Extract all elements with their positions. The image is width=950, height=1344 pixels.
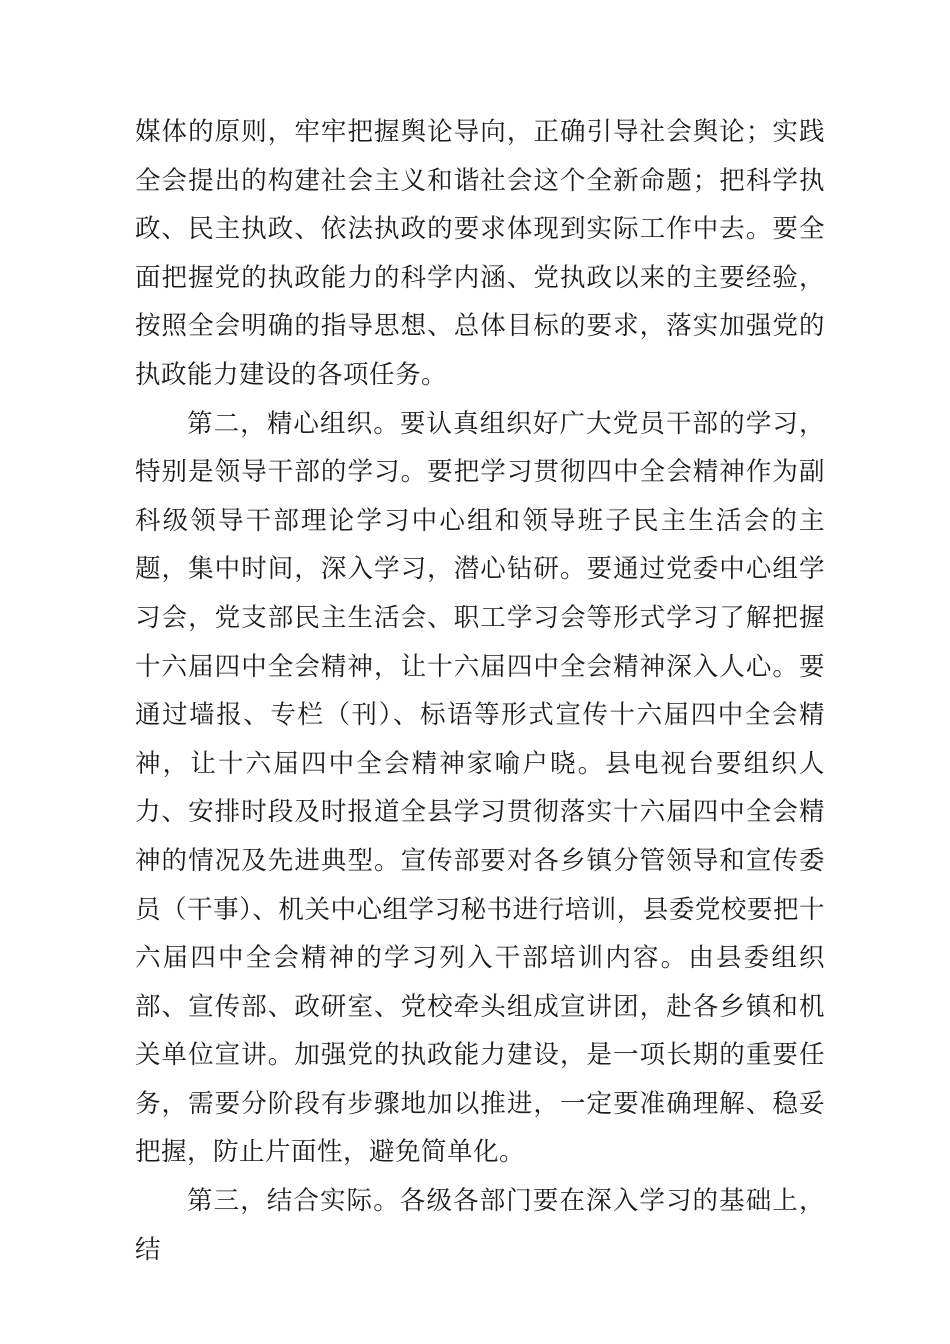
paragraph-second-careful-organization: 第二，精心组织。要认真组织好广大党员干部的学习，特别是领导干部的学习。要把学习贯彻四中全会精神作为副科级领导干部理论学习中心组和领导班子民主生活会的主题，集中时间，深入学习，潜心钻研。要通过党委中心组学习会，党支部民主生活会、职工学习会等形式学习了解把握十六届四中全会精神，让十六届四中全会精神深入人心。要通过墙报、专栏（刊）、标语等形式宣传十六届四中全会精神，让十六届四中全会精神家喻户晓。县电视台要组织人力、安排时段及时报道全县学习贯彻落实十六届四中全会精神的情况及先进典型。宣传部要对各乡镇分管领导和宣传委员（干事）、机关中心组学习秘书进行培训，县委党校要把十六届四中全会精神的学习列入干部培训内容。由县委组织部、宣传部、政研室、党校牵头组成宣讲团，赴各乡镇和机关单位宣讲。加强党的执政能力建设，是一项长期的重要任务，需要分阶段有步骤地加以推进，一定要准确理解、稳妥把握，防止片面性，避免简单化。 [135,408,825,1168]
document-page [135,108,825,1274]
paragraph-third-combine-practice: 第三，结合实际。各级各部门要在深入学习的基础上，结 [135,1186,825,1265]
paragraph-continuation: 媒体的原则，牢牢把握舆论导向，正确引导社会舆论；实践全会提出的构建社会主义和谐社会这个全新命题；把科学执政、民主执政、依法执政的要求体现到实际工作中去。要全面把握党的执政能力的科学内涵、党执政以来的主要经验，按照全会明确的指导思想、总体目标的要求，落实加强党的执政能力建设的各项任务。 [135,117,825,390]
